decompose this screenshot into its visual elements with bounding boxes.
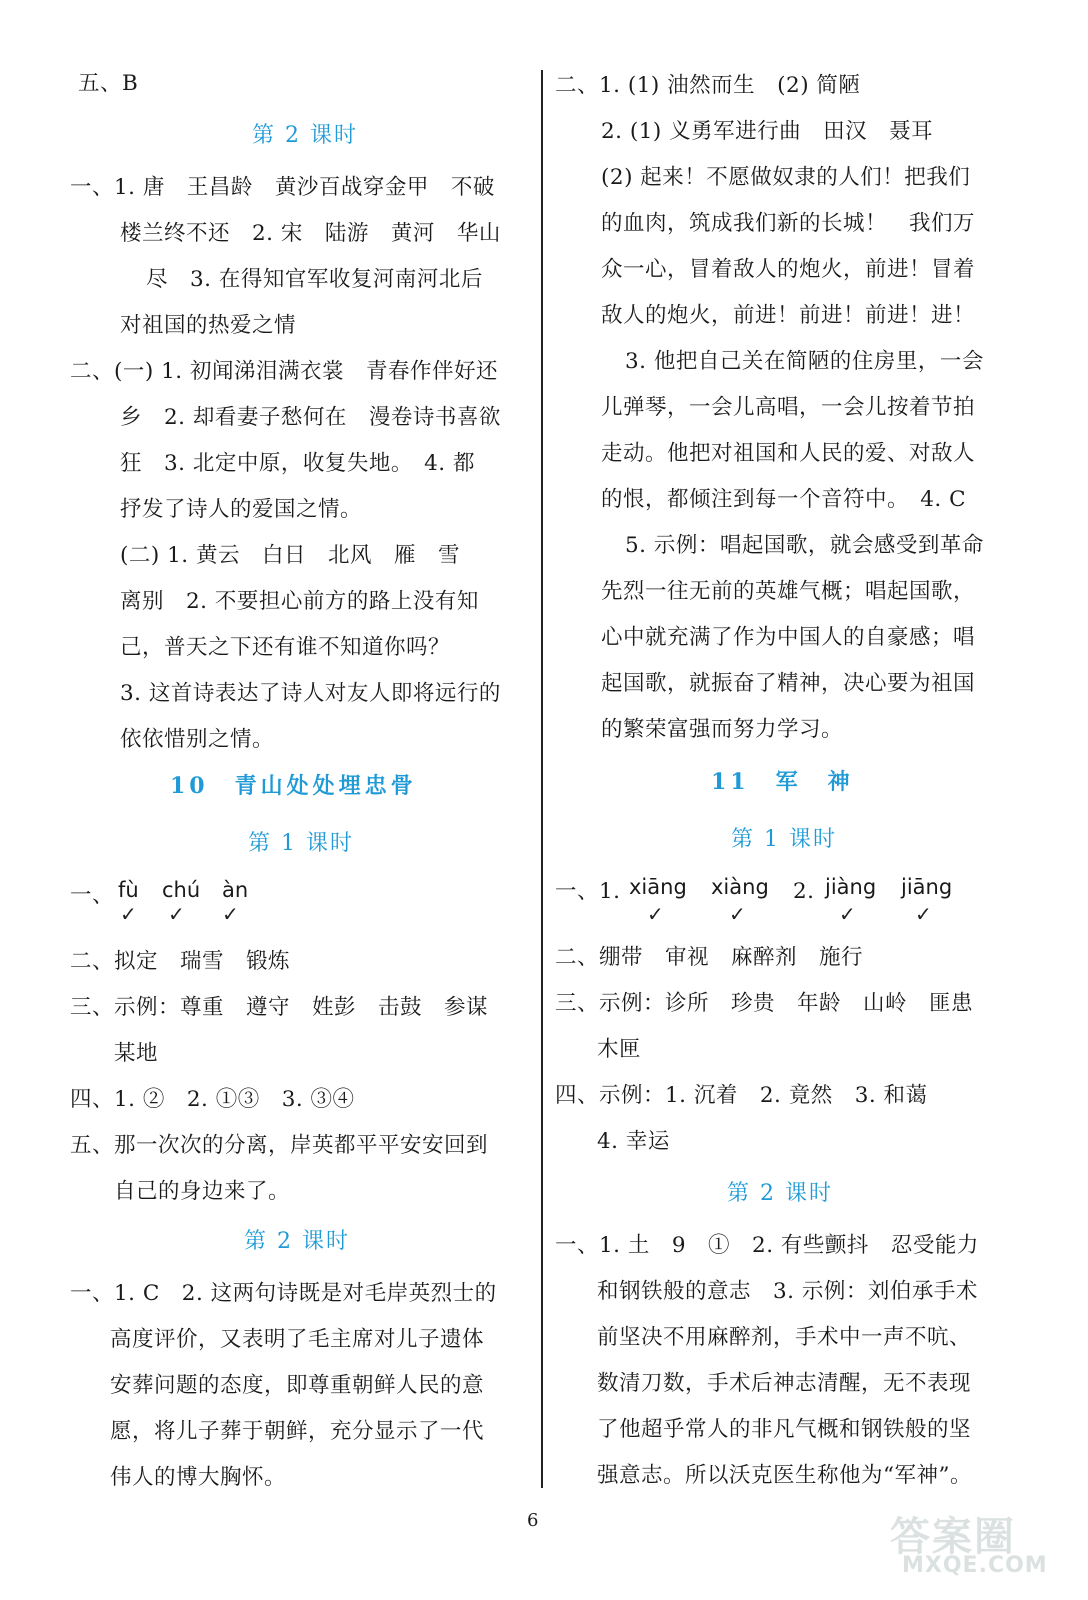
answer-line: 愿，将儿子葬于朝鲜，充分显示了一代	[110, 1419, 485, 1444]
answer-line: 高度评价，又表明了毛主席对儿子遗体	[110, 1327, 485, 1352]
answer-line: 某地	[114, 1041, 159, 1066]
answer-line: 敌人的炮火，前进！前进！前进！进！	[601, 303, 976, 328]
check-icon: ✓	[120, 902, 137, 926]
answer-line: 一、1. 唐 王昌龄 黄沙百战穿金甲 不破	[70, 175, 495, 200]
answer-line: 先烈一往无前的英雄气概；唱起国歌，	[601, 579, 976, 604]
answer-line: 的恨，都倾注到每一个音符中。 4. C	[601, 487, 967, 512]
pinyin: àn	[222, 878, 249, 902]
answer-line: 四、1. ② 2. ①③ 3. ③④	[70, 1087, 355, 1112]
answer-line: 一、1.	[555, 879, 621, 904]
answer-line: 三、示例：尊重 遵守 姓彭 击鼓 参谋	[70, 995, 489, 1020]
answer-line: 强意志。所以沃克医生称他为“军神”。	[597, 1463, 972, 1488]
column-divider	[541, 70, 543, 1488]
answer-line: 儿弹琴，一会儿高唱，一会儿按着节拍	[601, 395, 976, 420]
answer-line: 走动。他把对祖国和人民的爱、对敌人	[601, 441, 976, 466]
lesson-heading: 第 2 课时	[252, 123, 358, 148]
lesson-heading: 第 2 课时	[244, 1229, 350, 1254]
answer-line: 3. 这首诗表达了诗人对友人即将远行的	[120, 681, 501, 706]
answer-line: 三、示例：诊所 珍贵 年龄 山岭 匪患	[555, 991, 974, 1016]
pinyin: chú	[162, 878, 201, 902]
answer-line: 2.	[793, 879, 815, 904]
answer-line: (二) 1. 黄云 白日 北风 雁 雪	[120, 543, 460, 568]
pinyin: fù	[118, 878, 139, 902]
answer-line: 前坚决不用麻醉剂，手术中一声不吭、	[597, 1325, 972, 1350]
answer-line: 众一心，冒着敌人的炮火，前进！冒着	[601, 257, 976, 282]
watermark-logo	[890, 1505, 1060, 1585]
lesson-heading: 第 1 课时	[248, 831, 354, 856]
watermark-text: 答案圈	[890, 1514, 1016, 1560]
answer-line: 狂 3. 北定中原，收复失地。 4. 都	[120, 451, 475, 476]
lesson-heading: 第 1 课时	[731, 827, 837, 852]
answer-line: 伟人的博大胸怀。	[110, 1465, 287, 1490]
check-icon: ✓	[647, 902, 664, 926]
pinyin: xiàng	[711, 875, 769, 899]
lesson-heading: 第 2 课时	[727, 1181, 833, 1206]
chapter-heading: 11 军 神	[711, 769, 854, 795]
answer-line: (2) 起来！不愿做奴隶的人们！把我们	[601, 165, 971, 190]
answer-line: 二、绷带 审视 麻醉剂 施行	[555, 945, 864, 970]
answer-line: 对祖国的热爱之情	[120, 313, 297, 338]
answer-line: 的繁荣富强而努力学习。	[601, 717, 844, 742]
answer-line: 一、1. 土 9 ① 2. 有些颤抖 忍受能力	[555, 1233, 979, 1258]
answer-line: 一、1. C 2. 这两句诗既是对毛岸英烈士的	[70, 1281, 497, 1306]
answer-line: 数清刀数，手术后神志清醒，无不表现	[597, 1371, 972, 1396]
chapter-heading: 10 青山处处埋忠骨	[170, 773, 417, 799]
pinyin: jiàng	[825, 875, 877, 899]
check-icon: ✓	[222, 902, 239, 926]
answer-line: 心中就充满了作为中国人的自豪感；唱	[601, 625, 976, 650]
answer-line: 3. 他把自己关在简陋的住房里，一会	[625, 349, 984, 374]
answer-line: 木匣	[597, 1037, 642, 1062]
answer-line: 起国歌，就振奋了精神，决心要为祖国	[601, 671, 976, 696]
pinyin: jiāng	[901, 875, 953, 899]
check-icon: ✓	[839, 902, 856, 926]
pinyin: xiāng	[629, 875, 687, 899]
page-number: 6	[527, 1510, 539, 1531]
answer-line: 己，普天之下还有谁不知道你吗？	[120, 635, 451, 660]
watermark-url: MXQE.COM	[902, 1553, 1048, 1578]
answer-line: 和钢铁般的意志 3. 示例：刘伯承手术	[597, 1279, 978, 1304]
answer-line: 五、B	[78, 71, 139, 96]
answer-line: 五、那一次次的分离，岸英都平平安安回到	[70, 1133, 489, 1158]
answer-line: 抒发了诗人的爱国之情。	[120, 497, 363, 522]
answer-line: 二、拟定 瑞雪 锻炼	[70, 949, 291, 974]
answer-line: 2. (1) 义勇军进行曲 田汉 聂耳	[601, 119, 934, 144]
answer-line: 了他超乎常人的非凡气概和钢铁般的坚	[597, 1417, 972, 1442]
check-icon: ✓	[168, 902, 185, 926]
answer-line: 四、示例：1. 沉着 2. 竟然 3. 和蔼	[555, 1083, 928, 1108]
answer-line: 依依惜别之情。	[120, 727, 275, 752]
answer-line: 二、(一) 1. 初闻涕泪满衣裳 青春作伴好还	[70, 359, 498, 384]
answer-line: 楼兰终不还 2. 宋 陆游 黄河 华山	[120, 221, 501, 246]
answer-line: 的血肉，筑成我们新的长城！ 我们万	[601, 211, 976, 236]
answer-line: 安葬问题的态度，即尊重朝鲜人民的意	[110, 1373, 485, 1398]
answer-line: 4. 幸运	[597, 1129, 670, 1154]
answer-line: 自己的身边来了。	[114, 1179, 291, 1204]
answer-line: 乡 2. 却看妻子愁何在 漫卷诗书喜欲	[120, 405, 501, 430]
answer-line: 二、1. (1) 油然而生 (2) 简陋	[555, 73, 861, 98]
answer-line: 离别 2. 不要担心前方的路上没有知	[120, 589, 479, 614]
answer-line: 尽 3. 在得知官军收复河南河北后	[146, 267, 483, 292]
check-icon: ✓	[915, 902, 932, 926]
check-icon: ✓	[729, 902, 746, 926]
answer-line: 一、	[70, 883, 115, 908]
answer-line: 5. 示例：唱起国歌，就会感受到革命	[625, 533, 984, 558]
